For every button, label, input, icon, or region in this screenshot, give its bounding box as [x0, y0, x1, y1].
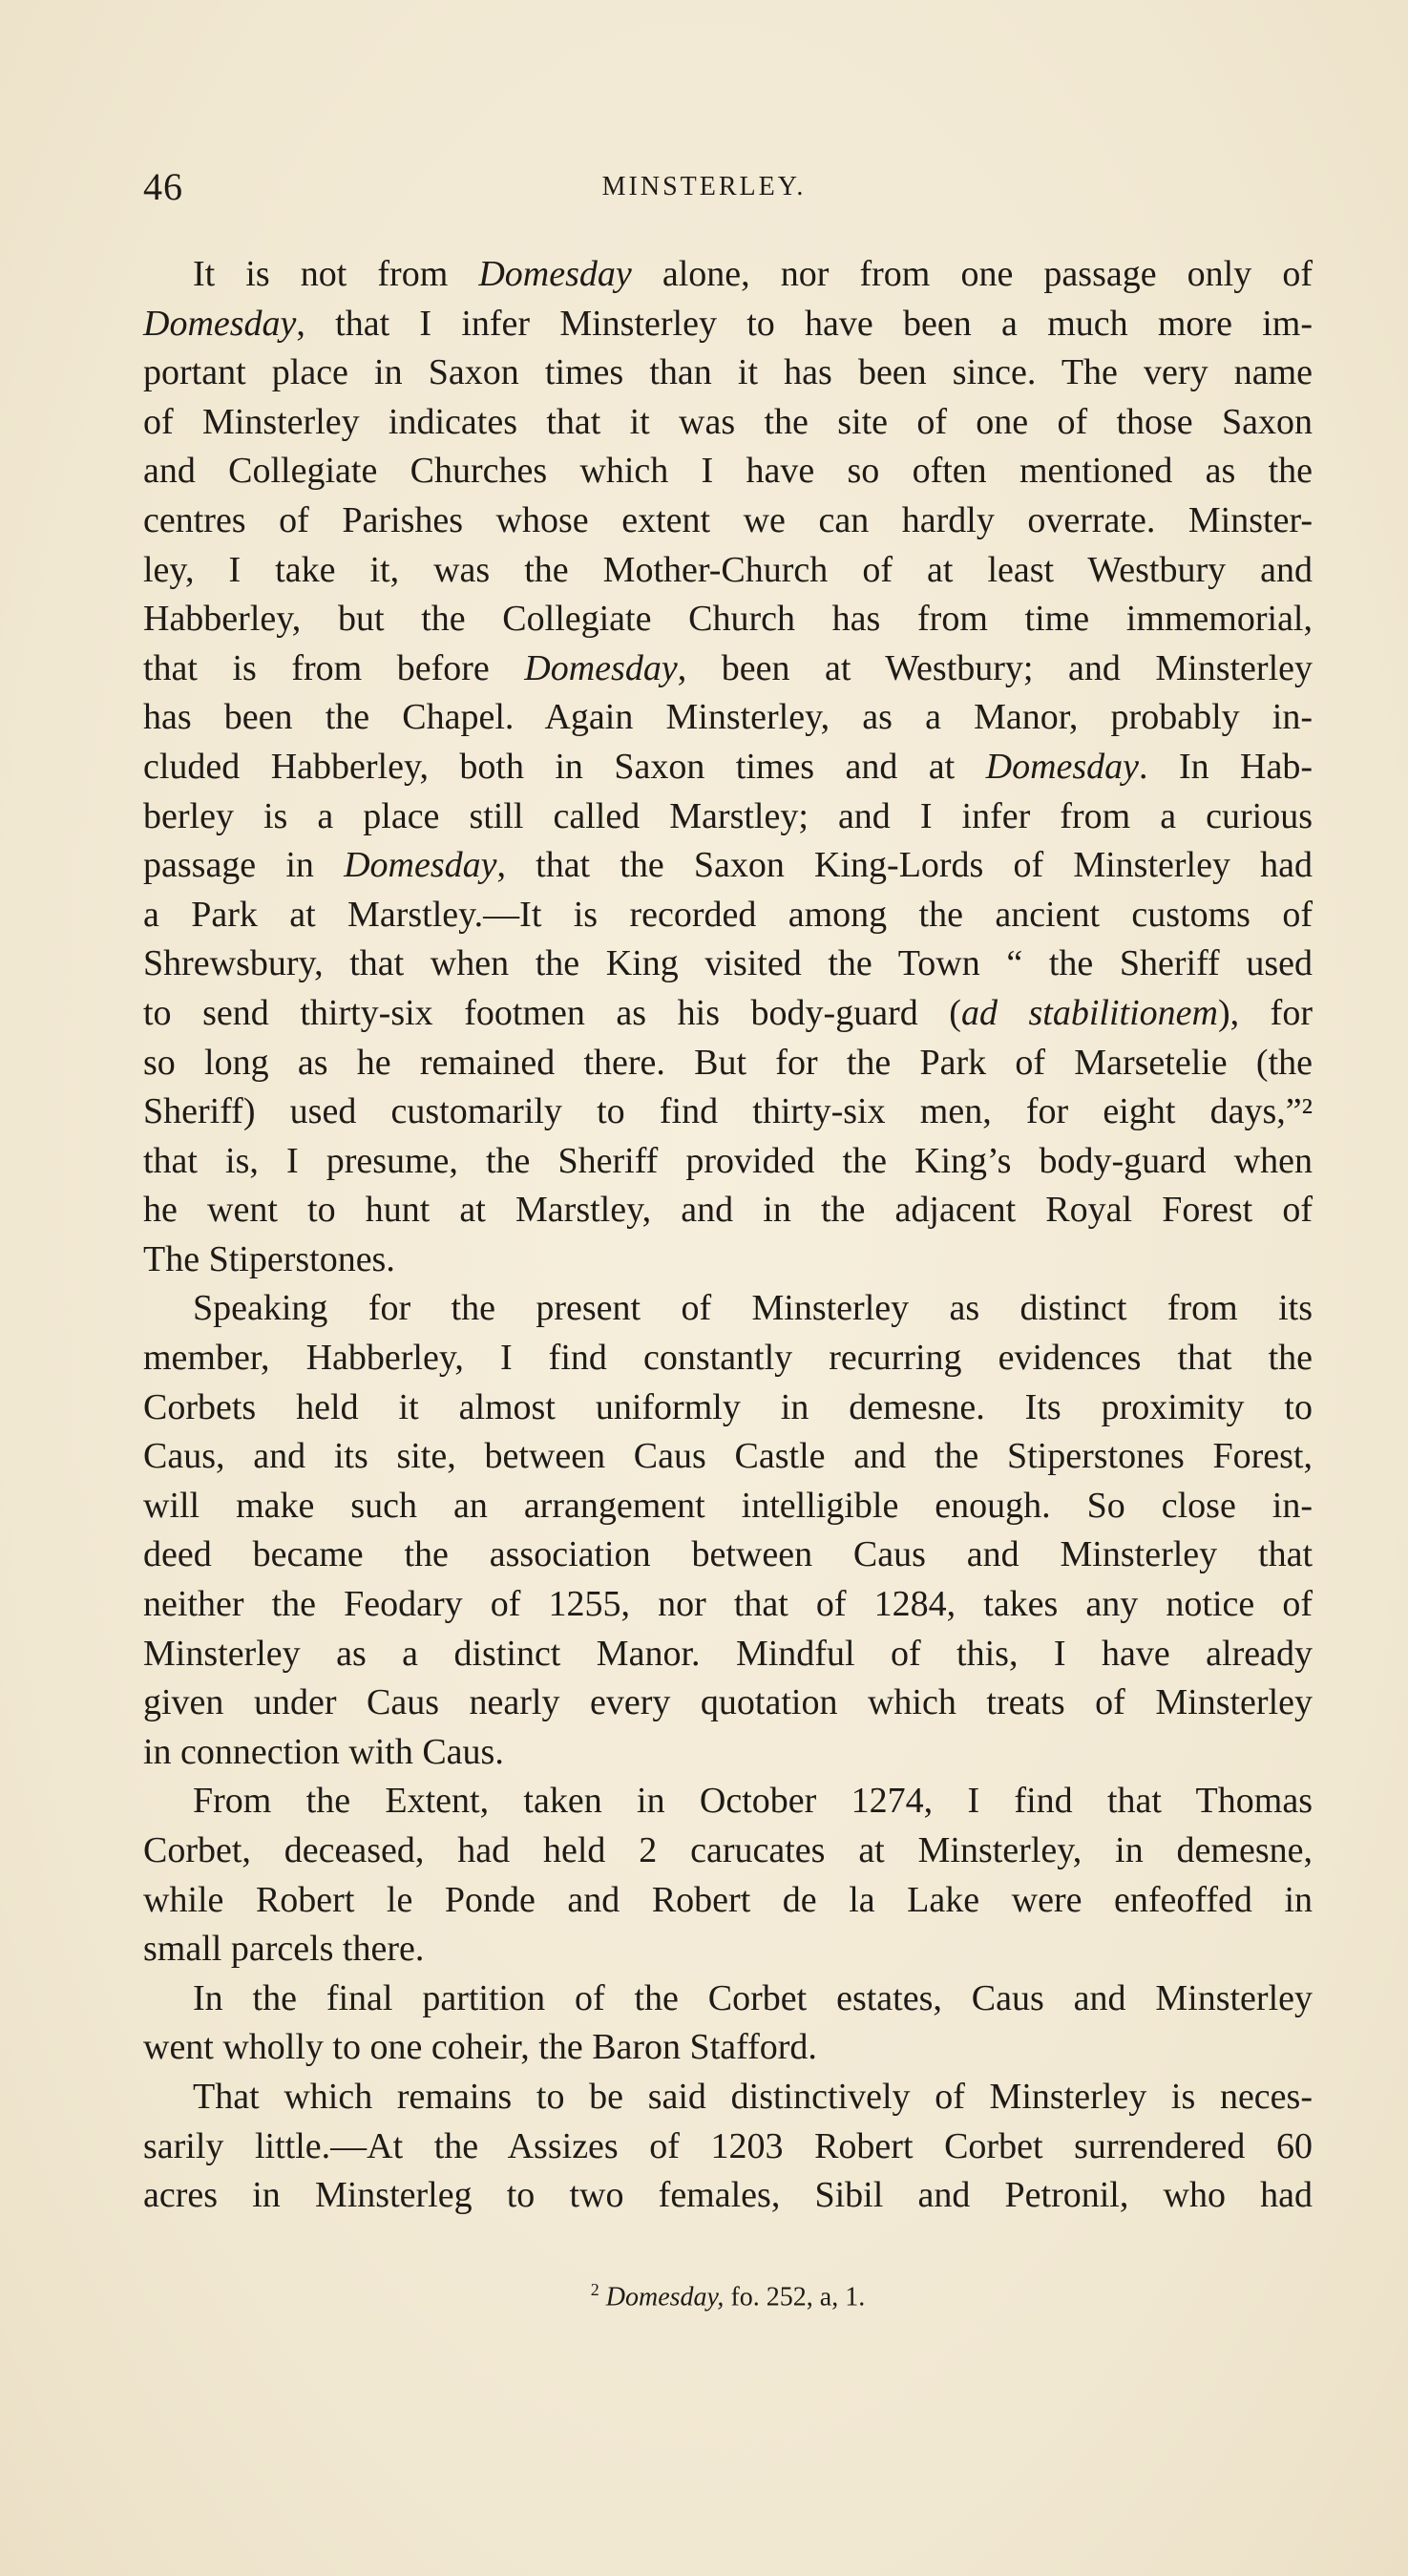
text-line: while Robert le Ponde and Robert de la Lake were enfeoffed in [143, 1879, 1313, 1920]
paragraph-5 [143, 2073, 1313, 2221]
paragraph-3 [143, 1777, 1313, 1974]
text-line: that is from before Domesday, been at Westbury; and Minsterley [143, 647, 1313, 688]
running-title: MINSTERLEY. [601, 172, 807, 201]
text-line: that is, I presume, the Sheriff provided the King’s body-guard when [143, 1140, 1313, 1181]
footnote-marker: 2 [590, 2280, 599, 2299]
text-line: Domesday, that I infer Minsterley to have been a much more im- [143, 303, 1313, 344]
text-line: Sheriff) used customarily to find thirty-six men, for eight days,”² [143, 1091, 1313, 1132]
body-text [143, 250, 1313, 2221]
text-line: Minsterley as a distinct Manor. Mindful of this, I have already [143, 1633, 1313, 1674]
page-number: 46 [143, 165, 183, 208]
text-line: It is not from Domesday alone, nor from one passage only of [193, 254, 1313, 294]
text-line: The Stiperstones. [143, 1238, 395, 1279]
text-line: given under Caus nearly every quotation which treats of Minsterley [143, 1682, 1313, 1723]
text-line: a Park at Marstley.—It is recorded among the ancient customs of [143, 894, 1313, 935]
text-line: he went to hunt at Marstley, and in the adjacent Royal Forest of [143, 1190, 1313, 1231]
text-line: has been the Chapel. Again Minsterley, as a Manor, probably in- [143, 697, 1313, 738]
text-line: portant place in Saxon times than it has been since. The very name [143, 352, 1313, 393]
text-line: Speaking for the present of Minsterley as distinct from its [193, 1288, 1313, 1329]
text-line: member, Habberley, I find constantly recurring evidences that the [143, 1338, 1313, 1379]
text-line: That which remains to be said distinctively of Minsterley is neces- [193, 2076, 1313, 2117]
text-line: In the final partition of the Corbet estates, Caus and Minsterley [193, 1977, 1313, 2018]
text-line: will make such an arrangement intelligible enough. So close in- [143, 1485, 1313, 1526]
footnote-reference: fo. 252, a, 1. [730, 2282, 866, 2312]
paragraph-2 [143, 1284, 1313, 1777]
text-line: berley is a place still called Marstley; and I infer from a curious [143, 795, 1313, 836]
text-line: Caus, and its site, between Caus Castle and the Stiperstones Forest, [143, 1436, 1313, 1477]
text-line: so long as he remained there. But for the Park of Marsetelie (the [143, 1042, 1313, 1083]
text-line: neither the Feodary of 1255, nor that of 1284, takes any notice of [143, 1584, 1313, 1625]
text-line: centres of Parishes whose extent we can hardly overrate. Minster- [143, 499, 1313, 540]
text-line: deed became the association between Caus and Minsterley that [143, 1534, 1313, 1575]
text-line: in connection with Caus. [143, 1731, 504, 1772]
text-line: small parcels there. [143, 1929, 425, 1970]
footnote-source: Domesday, [605, 2282, 725, 2312]
text-line: sarily little.—At the Assizes of 1203 Robert Corbet surrendered 60 [143, 2125, 1313, 2166]
text-line: Corbet, deceased, had held 2 carucates at Minsterley, in demesne, [143, 1830, 1313, 1870]
footnote [143, 2270, 1313, 2316]
text-line: Shrewsbury, that when the King visited the Town “ the Sheriff used [143, 943, 1313, 984]
text-line: ley, I take it, was the Mother-Church of at least Westbury and [143, 549, 1313, 590]
text-line: of Minsterley indicates that it was the site of one of those Saxon [143, 401, 1313, 442]
text-line: to send thirty-six footmen as his body-guard (ad stabilitionem), for [143, 992, 1313, 1033]
text-line: passage in Domesday, that the Saxon King-Lords of Minsterley had [143, 845, 1313, 886]
page-header [143, 164, 1298, 222]
paragraph-1 [143, 250, 1313, 1284]
text-line: From the Extent, taken in October 1274, I find that Thomas [193, 1781, 1313, 1822]
text-line: acres in Minsterleg to two females, Sibil and Petronil, who had [143, 2175, 1313, 2216]
paragraph-4 [143, 1974, 1313, 2073]
text-line: cluded Habberley, both in Saxon times and at Domesday. In Hab- [143, 746, 1313, 787]
text-line: Corbets held it almost uniformly in demesne. Its proximity to [143, 1386, 1313, 1427]
text-line: and Collegiate Churches which I have so often mentioned as the [143, 451, 1313, 492]
text-line: went wholly to one coheir, the Baron Stafford. [143, 2027, 817, 2068]
text-line: Habberley, but the Collegiate Church has from time immemorial, [143, 599, 1313, 640]
